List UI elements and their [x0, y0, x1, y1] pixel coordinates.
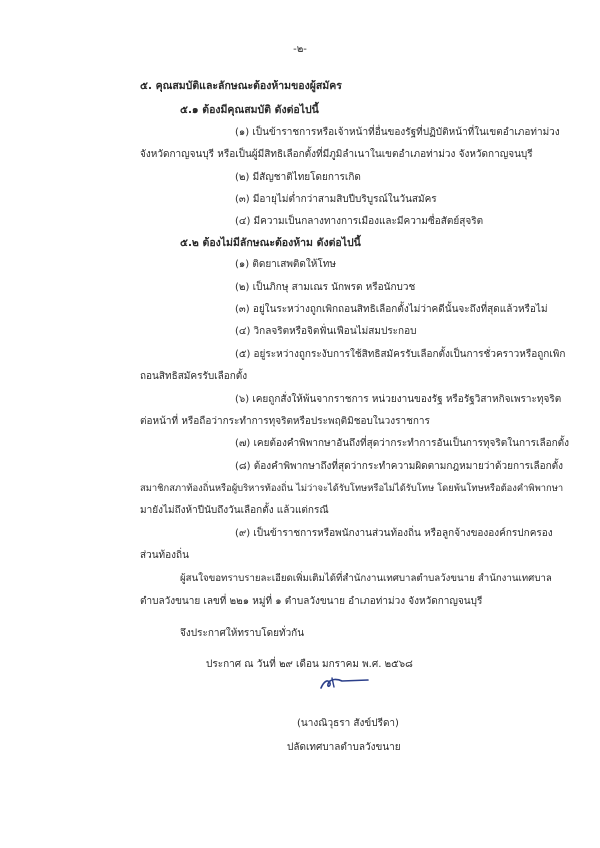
prohibition-item-6-line2: ต่อหน้าที่ หรือถือว่ากระทำการทุจริตหรือประพฤติมิชอบในวงราชการ	[140, 416, 430, 427]
page-number: -๒-	[293, 44, 307, 55]
qualification-item-1-line2: จังหวัดกาญจนบุรี หรือเป็นผู้มีสิทธิเลือกตั้งที่มีภูมิลำเนาในเขตอำเภอท่าม่วง จังหวัดกาญจนบุรี	[140, 149, 533, 160]
qualification-item-4: (๔) มีความเป็นกลางทางการเมืองและมีความซื่อสัตย์สุจริต	[235, 216, 484, 227]
prohibition-item-8-line1: (๘) ต้องคำพิพากษาถึงที่สุดว่ากระทำความผิดตามกฎหมายว่าด้วยการเลือกตั้ง	[235, 461, 564, 472]
prohibition-item-4: (๔) วิกลจริตหรือจิตฟั่นเฟือนไม่สมประกอบ	[235, 326, 417, 337]
qualification-item-1-line1: (๑) เป็นข้าราชการหรือเจ้าหน้าที่อื่นของรัฐที่ปฏิบัติหน้าที่ในเขตอำเภอท่าม่วง	[235, 127, 560, 138]
prohibition-item-3: (๓) อยู่ในระหว่างถูกเพิกถอนสิทธิเลือกตั้งไม่ว่าคดีนั้นจะถึงที่สุดแล้วหรือไม่	[235, 304, 548, 315]
signer-name: (นางณิวุธรา สังข์ปรีดา)	[297, 718, 399, 729]
prohibition-item-2: (๒) เป็นภิกษุ สามเณร นักพรต หรือนักบวช	[235, 282, 416, 293]
prohibition-item-7: (๗) เคยต้องคำพิพากษาอันถึงที่สุดว่ากระทำการอันเป็นการทุจริตในการเลือกตั้ง	[235, 438, 570, 449]
prohibition-item-1: (๑) ติดยาเสพติดให้โทษ	[235, 259, 336, 270]
prohibition-item-9-line2: ส่วนท้องถิ่น	[140, 550, 189, 561]
prohibition-item-8-line3: มายังไม่ถึงห้าปีนับถึงวันเลือกตั้ง แล้วแต่กรณี	[140, 505, 329, 516]
contact-line-1: ผู้สนใจขอทราบรายละเอียดเพิ่มเติมได้ที่สำนักงานเทศบาลตำบลวังขนาย สำนักงานเทศบาล	[180, 573, 552, 584]
qualification-item-2: (๒) มีสัญชาติไทยโดยการเกิด	[235, 172, 361, 183]
prohibition-item-9-line1: (๙) เป็นข้าราชการหรือพนักงานส่วนท้องถิ่น หรือลูกจ้างขององค์กรปกครอง	[235, 528, 553, 539]
prohibition-item-8-line2: สมาชิกสภาท้องถิ่นหรือผู้บริหารท้องถิ่น ไม่ว่าจะได้รับโทษหรือไม่ได้รับโทษ โดยพ้นโทษหรือต้องคำพิพากษา	[140, 483, 564, 494]
announcement-date: ประกาศ ณ วันที่ ๒๙ เดือน มกราคม พ.ศ. ๒๕๖๘	[206, 659, 413, 670]
section-5-1-heading: ๕.๑ ต้องมีคุณสมบัติ ดังต่อไปนี้	[180, 104, 319, 116]
section-5-heading: ๕. คุณสมบัติและลักษณะต้องห้ามของผู้สมัคร	[140, 80, 342, 92]
signature-mark	[318, 672, 372, 694]
prohibition-item-6-line1: (๖) เคยถูกสั่งให้พ้นจากราชการ หน่วยงานของรัฐ หรือรัฐวิสาหกิจเพราะทุจริต	[235, 394, 562, 405]
qualification-item-3: (๓) มีอายุไม่ต่ำกว่าสามสิบปีบริบูรณ์ในวันสมัคร	[235, 194, 437, 205]
announcement: จึงประกาศให้ทราบโดยทั่วกัน	[180, 628, 305, 639]
prohibition-item-5-line2: ถอนสิทธิสมัครรับเลือกตั้ง	[140, 371, 248, 382]
signer-title: ปลัดเทศบาลตำบลวังขนาย	[287, 742, 401, 753]
prohibition-item-5-line1: (๕) อยู่ระหว่างถูกระงับการใช้สิทธิสมัครรับเลือกตั้งเป็นการชั่วคราวหรือถูกเพิก	[235, 349, 566, 360]
contact-line-2: ตำบลวังขนาย เลขที่ ๒๒๑ หมู่ที่ ๑ ตำบลวังขนาย อำเภอท่าม่วง จังหวัดกาญจนบุรี	[140, 596, 483, 607]
section-5-2-heading: ๕.๒ ต้องไม่มีลักษณะต้องห้าม ดังต่อไปนี้	[180, 237, 361, 249]
